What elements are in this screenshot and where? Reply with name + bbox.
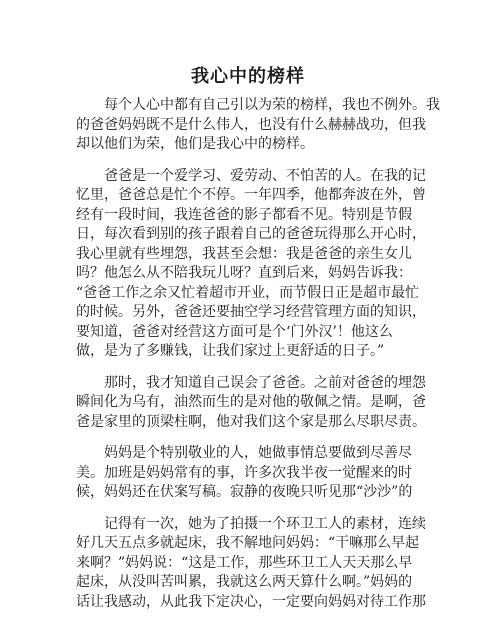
text-line: 那时，我才知道自己误会了爸爸。之前对爸爸的埋怨 [104,374,426,391]
text-line: “爸爸工作之余又忙着超市开业，而节假日正是超市最忙 [76,284,420,301]
paragraph [76,515,426,613]
paragraph [76,444,421,503]
paragraph [76,374,426,433]
text-line: 起床，从没叫苦叫累，我就这么两天算什么啊。”妈妈的 [76,574,413,590]
text-line: 爸爸是一个爱学习、爱劳动、不怕苦的人。在我的记 [104,167,426,184]
text-line: 我心里就有些埋怨，我甚至会想：我是爸爸的亲生女儿 [76,245,412,262]
text-line: 妈妈是个特别敬业的人，她做事情总要做到尽善尽 [104,445,412,461]
text-line: 的爸爸妈妈既不是什么伟人，也没有什么赫赫战功，但我 [76,116,426,133]
paragraph [76,96,440,155]
text-line: 美。加班是妈妈常有的事，许多次我半夜一觉醒来的时 [76,464,412,481]
text-line: 每个人心中都有自己引以为荣的榜样，我也不例外。我 [104,97,440,113]
text-line: 记得有一次，她为了拍摄一个环卫工人的素材，连续 [104,515,426,532]
text-line: 却以他们为荣，他们是我心中的榜样。 [76,136,314,152]
text-line: 吗？他怎么从不陪我玩儿呀？直到后来，妈妈告诉我： [76,265,412,281]
text-line: 瞬间化为乌有，油然而生的是对他的敬佩之情。是啊，爸 [76,394,426,410]
text-line: 做，是为了多赚钱，让我们家过上更舒适的日子。” [76,343,385,359]
document-title: 我心中的榜样 [191,66,305,87]
text-line: 日，每次看到别的孩子跟着自己的爸爸玩得那么开心时， [76,226,426,242]
text-line: 经有一段时间，我连爸爸的影子都看不见。特别是节假 [76,206,412,223]
text-line: 要知道，爸爸对经营这方面可是个‘门外汉’！他这么 [76,323,393,340]
text-line: 来啊？”妈妈说：“这是工作，那些环卫工人天天那么早 [76,554,413,571]
text-line: 的时候。另外，爸爸还要抽空学习经营管理方面的知识， [76,304,426,320]
paragraph [76,167,426,362]
text-line: 候，妈妈还在伏案写稿。寂静的夜晚只听见那“沙沙”的 [76,484,413,500]
text-line: 爸是家里的顶梁柱啊，他对我们这个家是那么尽职尽责。 [76,413,426,430]
text-line: 好几天五点多就起床，我不解地问妈妈：“干嘛那么早起 [76,535,420,551]
text-line: 话让我感动，从此我下定决心，一定要向妈妈对待工作那 [76,593,426,610]
document-body [76,96,440,624]
text-line: 忆里，爸爸总是忙个不停。一年四季，他都奔波在外，曾 [76,187,426,203]
